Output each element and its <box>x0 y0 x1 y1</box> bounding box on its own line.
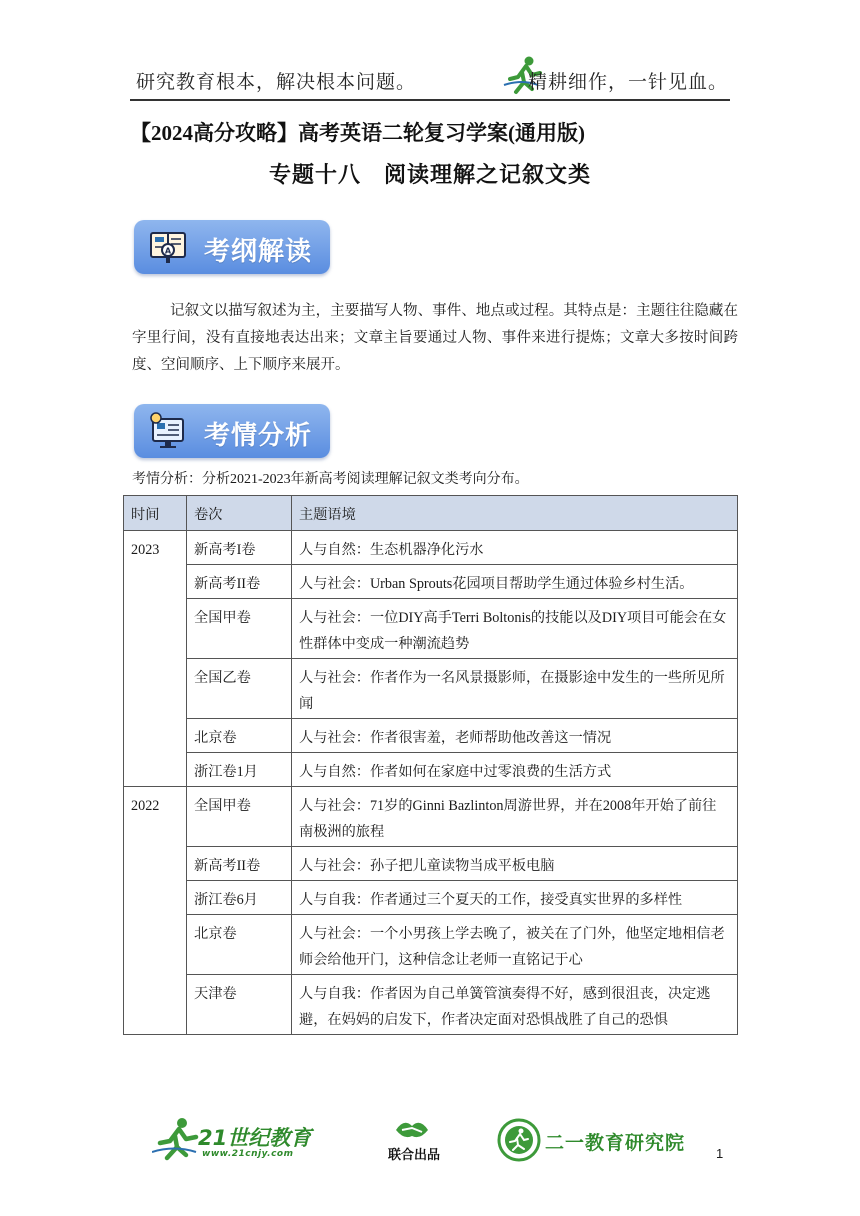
header-left-slogan: 研究教育根本，解决根本问题。 <box>136 71 417 93</box>
paper-cell: 北京卷 <box>187 719 292 753</box>
column-header-theme: 主题语境 <box>292 496 738 531</box>
theme-cell: 人与自然：作者如何在家庭中过零浪费的生活方式 <box>292 753 738 787</box>
footer-logo-21cnjy <box>152 1116 312 1164</box>
footer-logo-joint <box>376 1116 448 1162</box>
page-header <box>130 55 730 99</box>
footer-logo2-label: 联合出品 <box>387 1148 440 1163</box>
table-row <box>124 787 738 847</box>
table-row <box>124 915 738 975</box>
paper-cell: 新高考II卷 <box>187 565 292 599</box>
section-banner-syllabus <box>134 220 330 274</box>
paper-cell: 天津卷 <box>187 975 292 1035</box>
year-cell: 2023 <box>124 531 187 787</box>
footer-logo1-name: 21世纪教育 <box>198 1126 312 1150</box>
header-divider <box>130 99 730 101</box>
paper-cell: 北京卷 <box>187 915 292 975</box>
paper-cell: 浙江卷1月 <box>187 753 292 787</box>
paper-cell: 浙江卷6月 <box>187 881 292 915</box>
column-header-year: 时间 <box>124 496 187 531</box>
theme-cell: 人与自然：生态机器净化污水 <box>292 531 738 565</box>
paper-cell: 全国甲卷 <box>187 787 292 847</box>
theme-cell: 人与自我：作者因为自己单簧管演奏得不好，感到很沮丧，决定逃避，在妈妈的启发下，作者决定面对恐惧战胜了自己的恐惧 <box>292 975 738 1035</box>
footer-logo-institute <box>497 1118 707 1162</box>
theme-cell: 人与社会：孙子把儿童读物当成平板电脑 <box>292 847 738 881</box>
document-title: 【2024高分攻略】高考英语二轮复习学案(通用版) <box>130 121 585 145</box>
year-cell: 2022 <box>124 787 187 1035</box>
theme-cell: 人与自我：作者通过三个夏天的工作，接受真实世界的多样性 <box>292 881 738 915</box>
intro-paragraph: 记叙文以描写叙述为主，主要描写人物、事件、地点或过程。其特点是：主题往往隐藏在字里行间，没有直接地表达出来；文章主旨要通过人物、事件来进行提炼；文章大多按时间跨度、空间顺序、上下顺序来展开。 <box>132 303 738 373</box>
header-right-slogan: 精耕细作，一针见血。 <box>527 71 728 93</box>
footer-logo1-url: www.21cnjy.com <box>202 1149 294 1159</box>
theme-cell: 人与社会：Urban Sprouts花园项目帮助学生通过体验乡村生活。 <box>292 565 738 599</box>
theme-cell: 人与社会：一位DIY高手Terri Boltonis的技能以及DIY项目可能会在女性群体中变成一种潮流趋势 <box>292 599 738 659</box>
section-banner-label: 考纲解读 <box>204 237 313 267</box>
paper-cell: 新高考I卷 <box>187 531 292 565</box>
theme-cell: 人与社会：一个小男孩上学去晚了，被关在了门外，他坚定地相信老师会给他开门，这种信念让老师一直铭记于心 <box>292 915 738 975</box>
analysis-screen-icon <box>148 411 188 451</box>
section-banner-analysis <box>134 404 330 458</box>
table-row <box>124 881 738 915</box>
paper-cell: 全国乙卷 <box>187 659 292 719</box>
table-row <box>124 719 738 753</box>
table-row <box>124 565 738 599</box>
institute-seal-icon <box>497 1118 541 1162</box>
table-row <box>124 599 738 659</box>
handshake-icon <box>376 1116 448 1144</box>
exam-distribution-table <box>123 495 738 1035</box>
paper-cell: 全国甲卷 <box>187 599 292 659</box>
svg-text:A: A <box>164 246 172 256</box>
analysis-caption: 考情分析：分析2021-2023年新高考阅读理解记叙文类考向分布。 <box>132 472 529 487</box>
paper-cell: 新高考II卷 <box>187 847 292 881</box>
table-row <box>124 975 738 1035</box>
page-number: 1 <box>716 1146 724 1161</box>
theme-cell: 人与社会：作者很害羞，老师帮助他改善这一情况 <box>292 719 738 753</box>
column-header-paper: 卷次 <box>187 496 292 531</box>
footer-logo3-label: 二一教育研究院 <box>545 1132 686 1154</box>
section-banner-label: 考情分析 <box>204 421 313 451</box>
table-row <box>124 531 738 565</box>
theme-cell: 人与社会：71岁的Ginni Bazlinton周游世界，并在2008年开始了前往南极洲的旅程 <box>292 787 738 847</box>
table-row <box>124 753 738 787</box>
table-header-row <box>124 496 738 531</box>
table-row <box>124 659 738 719</box>
document-subtitle: 专题十八 阅读理解之记叙文类 <box>268 162 591 187</box>
table-row <box>124 847 738 881</box>
theme-cell: 人与社会：作者作为一名风景摄影师，在摄影途中发生的一些所见所闻 <box>292 659 738 719</box>
open-book-icon <box>148 227 188 267</box>
